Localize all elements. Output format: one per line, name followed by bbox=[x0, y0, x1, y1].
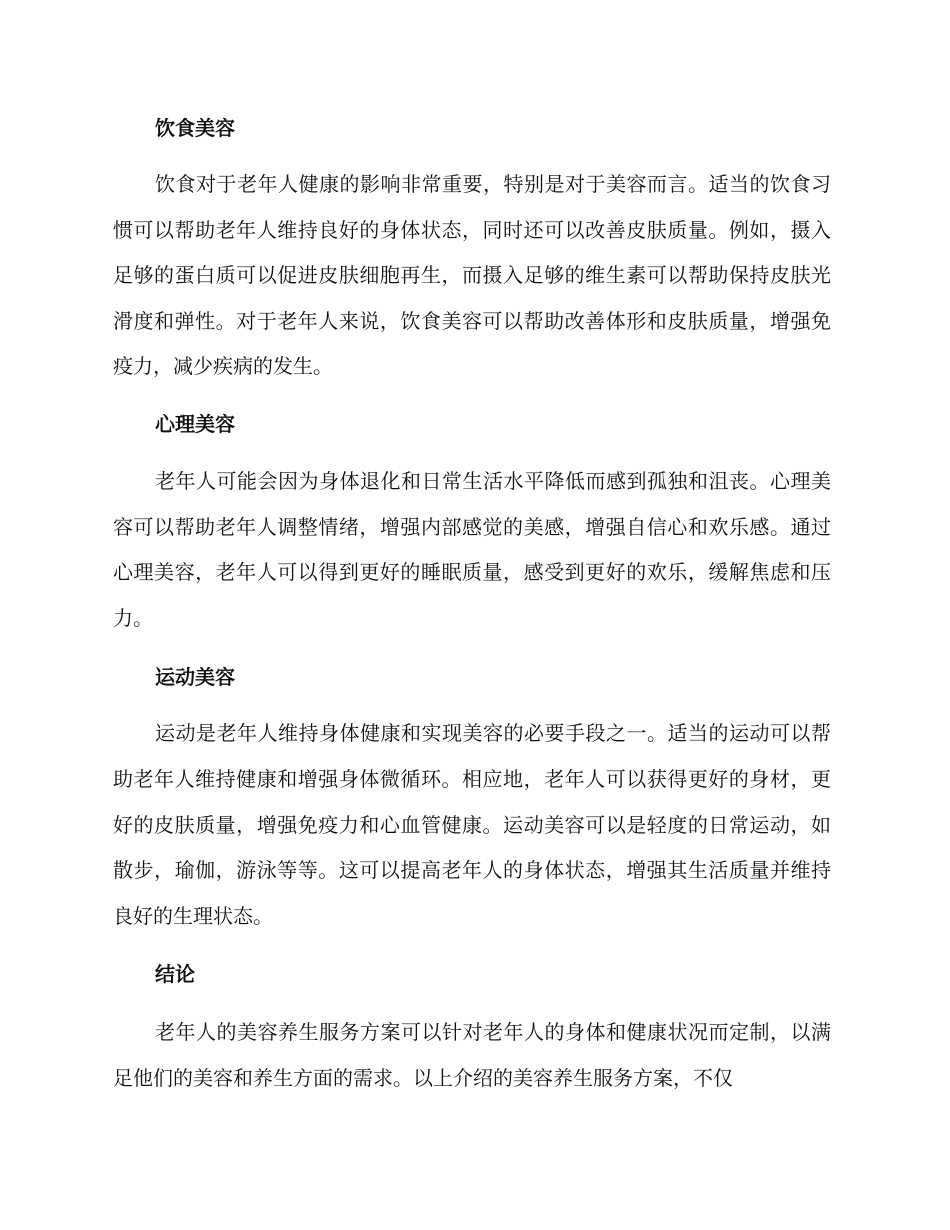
section-heading-exercise-beauty: 运动美容 bbox=[155, 665, 235, 690]
document-body bbox=[113, 110, 831, 1102]
section-heading-diet-beauty: 饮食美容 bbox=[155, 116, 235, 140]
section-paragraph-psychological-beauty: 老年人可能会因为身体退化和日常生活水平降低而感到孤独和沮丧。心理美容可以帮助老年人调整情绪，增强内部感觉的美感，增强自信心和欢乐感。通过心理美容，老年人可以得到更好的睡眠质量，感受到更好的欢乐，缓解焦虑和压力。 bbox=[113, 468, 831, 630]
section-paragraph-diet-beauty: 饮食对于老年人健康的影响非常重要，特别是对于美容而言。适当的饮食习惯可以帮助老年人维持良好的身体状态，同时还可以改善皮肤质量。例如，摄入足够的蛋白质可以促进皮肤细胞再生，而摄入足够的维生素可以帮助保持皮肤光滑度和弹性。对于老年人来说，饮食美容可以帮助改善体形和皮肤质量，增强免疫力，减少疾病的发生。 bbox=[113, 172, 831, 379]
section-paragraph-exercise-beauty: 运动是老年人维持身体健康和实现美容的必要手段之一。适当的运动可以帮助老年人维持健康和增强身体微循环。相应地，老年人可以获得更好的身材，更好的皮肤质量，增强免疫力和心血管健康。运动美容可以是轻度的日常运动，如散步，瑜伽，游泳等等。这可以提高老年人的身体状态，增强其生活质量并维持良好的生理状态。 bbox=[113, 721, 831, 928]
section-heading-conclusion: 结论 bbox=[155, 962, 195, 987]
section-heading-psychological-beauty: 心理美容 bbox=[155, 411, 235, 436]
section-paragraph-conclusion: 老年人的美容养生服务方案可以针对老年人的身体和健康状况而定制，以满足他们的美容和养生方面的需求。以上介绍的美容养生服务方案，不仅 bbox=[113, 1020, 831, 1090]
